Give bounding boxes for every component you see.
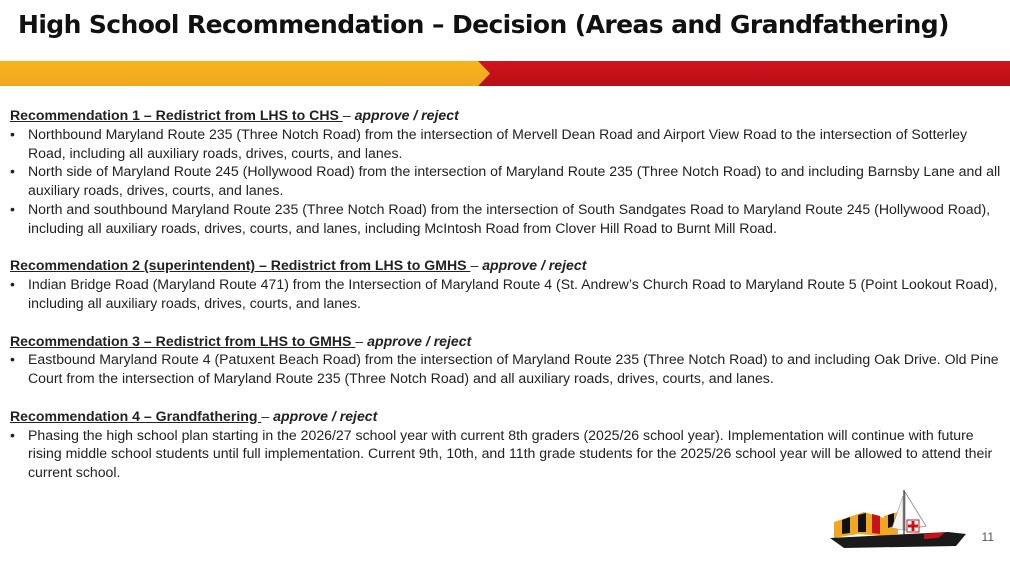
bullet: • [10, 276, 15, 293]
approve-reject-label: approve / reject [367, 332, 472, 349]
approve-reject-label: approve / reject [273, 407, 378, 424]
list-item [10, 350, 1002, 388]
header-band-yellow [0, 61, 490, 86]
recommendation-heading [10, 407, 1002, 426]
maryland-flag-wave-icon [834, 512, 898, 538]
bullet: • [10, 125, 15, 142]
list-item-text: North and southbound Maryland Route 235 (Three Notch Road) from the intersection of South Sandgates Road to Maryland Route 245 (Hollywood Road), including all auxiliary roads, drives, courts, and lanes, including McIntosh Road from Clover Hill Road to Burnt Mill Road. [28, 200, 991, 236]
approve-reject-label: approve / reject [354, 107, 459, 123]
list-item-text: Indian Bridge Road (Maryland Route 471) from the Intersection of Maryland Route 4 (St. Andrew’s Church Road to Maryland Route 5 (Point Lookout Road), including all auxiliary roads, drives, courts, and lanes. [28, 276, 998, 311]
bullet: • [10, 200, 15, 217]
approve-reject-label: approve / reject [482, 257, 587, 274]
bullet: • [10, 426, 15, 443]
recommendation-title: Recommendation 1 – Redistrict from LHS to CHS [10, 107, 343, 123]
heading-dash: – [355, 332, 368, 349]
list-item [10, 200, 1002, 238]
bullet-list [10, 275, 1002, 313]
header-band-red [478, 61, 1010, 86]
recommendation-heading [10, 332, 1002, 351]
page-number: 11 [981, 530, 994, 544]
recommendation-2 [10, 256, 1002, 312]
heading-dash: – [342, 107, 355, 123]
list-item-text: Eastbound Maryland Route 4 (Patuxent Beach Road) from the intersection of Maryland Route 235 (Three Notch Road) to and including Oak Drive. Old Pine Court from the intersection of Maryland Route 235 (Three Notch Road) and all auxiliary roads, drives, courts, and lanes. [28, 351, 999, 387]
bullet: • [10, 163, 15, 180]
recommendation-title: Recommendation 4 – Grandfathering [10, 407, 262, 424]
heading-dash: – [470, 257, 483, 274]
list-item [10, 275, 1002, 313]
heading-dash: – [261, 407, 274, 424]
header-color-band [0, 61, 1010, 86]
list-item [10, 125, 1002, 163]
slide-content [10, 106, 1002, 501]
list-item [10, 162, 1002, 200]
list-item-text: Northbound Maryland Route 235 (Three Notch Road) from the intersection of Mervell Dean Road and Airport View Road to the intersection of Sotterley Road, including all auxiliary roads, drives, courts, and lanes. [28, 125, 968, 161]
ship-and-maryland-flag-logo [828, 486, 970, 552]
recommendation-3 [10, 332, 1002, 388]
recommendation-title: Recommendation 3 – Redistrict from LHS to GMHS [10, 332, 356, 349]
recommendation-1 [10, 106, 1002, 238]
slide-title: High School Recommendation – Decision (Areas and Grandfathering) [18, 10, 949, 39]
list-item [10, 426, 1002, 482]
recommendation-4 [10, 407, 1002, 482]
recommendation-heading [10, 256, 1002, 275]
recommendation-heading [10, 106, 1002, 125]
recommendation-title: Recommendation 2 (superintendent) – Redistrict from LHS to GMHS [10, 257, 471, 274]
bullet-list [10, 125, 1002, 238]
bullet: • [10, 351, 15, 368]
bullet-list [10, 350, 1002, 388]
bullet-list [10, 426, 1002, 482]
list-item-text: Phasing the high school plan starting in the 2026/27 school year with current 8th graders (2025/26 school year). Implementation will continue with future rising middle school students until full implementation. Current 9th, 10th, and 11th grade students for the 2025/26 school year will be allowed to attend their current school. [28, 426, 993, 481]
list-item-text: North side of Maryland Route 245 (Hollywood Road) from the intersection of Maryland Route 235 (Three Notch Road) to and including Barnsby Lane and all auxiliary roads, drives, courts, and lanes. [28, 163, 1001, 199]
